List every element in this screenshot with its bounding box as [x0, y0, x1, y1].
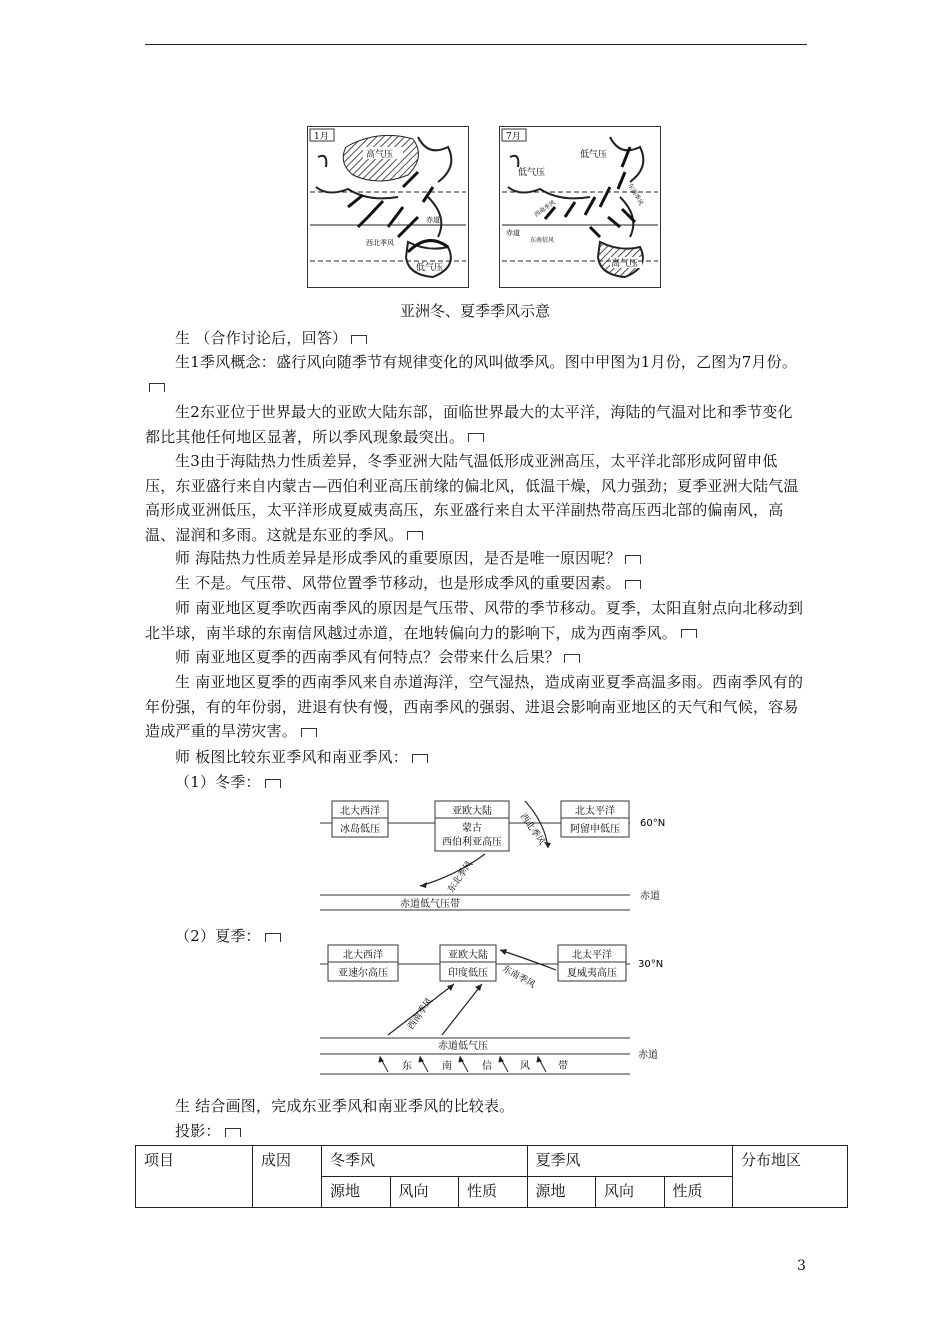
- paragraph: 生3由于海陆热力性质差异，冬季亚洲大陆气温低形成亚洲高压，太平洋北部形成阿留申低压，东亚盛行来自内蒙古—西伯利亚高压前缘的偏北风，低温干燥，风力强劲；夏季亚洲大陆气温高形成亚洲低压，太平洋形成夏威夷高压，东亚盛行来自太平洋副热带高压西北部的偏南风，高温、湿润和多雨。这就是东亚的季风。: [145, 452, 799, 544]
- paragraph: 生2东亚位于世界最大的亚欧大陆东部，面临世界最大的太平洋，海陆的气温对比和季节变化都比其他任何地区显著，所以季风现象最突出。: [145, 403, 793, 446]
- paragraph: 师 海陆热力性质差异是形成季风的重要原因，是否是唯一原因呢？: [145, 546, 807, 571]
- comparison-table: [135, 1145, 848, 1208]
- paragraph: 生 不是。气压带、风带位置季节移动，也是形成季风的重要因素。: [145, 571, 807, 596]
- january-map: [307, 126, 469, 288]
- svg-text:赤道: 赤道: [638, 1050, 658, 1061]
- header-rule: [145, 44, 807, 45]
- paragraph: （1）冬季：: [145, 770, 807, 795]
- svg-text:30°N: 30°N: [638, 959, 664, 970]
- map-month-tag: 1月: [314, 132, 329, 142]
- svg-text:亚欧大陆: 亚欧大陆: [452, 806, 492, 817]
- low-pressure-label: 低气压: [518, 168, 546, 178]
- page-number: 3: [797, 1258, 806, 1274]
- table-cell: 分布地区: [733, 1146, 848, 1208]
- table-cell: 源地: [322, 1177, 391, 1208]
- table-cell: 性质: [664, 1177, 733, 1208]
- paragraph: 师 南亚地区夏季吹西南季风的原因是气压带、风带的季节移动。夏季，太阳直射点向北移动到北半球，南半球的东南信风越过赤道，在地转偏向力的影响下，成为西南季风。: [145, 599, 804, 642]
- winter-diagram: [320, 798, 670, 914]
- paragraph: 师 板图比较东亚季风和南亚季风：: [145, 745, 807, 770]
- svg-text:赤道: 赤道: [640, 891, 660, 902]
- table-cell: 性质: [459, 1177, 528, 1208]
- svg-text:西伯利亚高压: 西伯利亚高压: [442, 837, 502, 848]
- table-cell: 夏季风: [527, 1146, 733, 1177]
- table-cell: 源地: [527, 1177, 596, 1208]
- paragraph: （2）夏季：: [145, 924, 807, 949]
- svg-text:赤道低气压带: 赤道低气压带: [400, 899, 460, 910]
- svg-text:东北季风: 东北季风: [446, 859, 476, 895]
- svg-text:夏威夷高压: 夏威夷高压: [567, 968, 617, 979]
- paragraph: 生 南亚地区夏季的西南季风来自赤道海洋，空气湿热，造成南亚夏季高温多雨。西南季风有的年份强，有的年份弱，进退有快有慢，西南季风的强弱、进退会影响南亚地区的天气和气候，容易造成严重的旱涝灾害。: [145, 673, 804, 740]
- table-cell: 风向: [596, 1177, 665, 1208]
- svg-text:西南季风: 西南季风: [406, 996, 436, 1032]
- figure-caption: 亚洲冬、夏季季风示意: [399, 302, 550, 320]
- svg-text:阿留申低压: 阿留申低压: [570, 824, 620, 835]
- table-cell: 风向: [390, 1177, 459, 1208]
- svg-text:北大西洋: 北大西洋: [340, 806, 380, 817]
- svg-text:北太平洋: 北太平洋: [572, 950, 612, 961]
- july-map: [499, 126, 661, 288]
- paragraph: 生1季风概念：盛行风向随季节有规律变化的风叫做季风。图中甲图为1月份，乙图为7月份。: [145, 350, 807, 399]
- equator-label: 赤道: [426, 216, 440, 224]
- svg-text:风: 风: [520, 1061, 530, 1072]
- wind-label: 西北季风: [366, 239, 394, 247]
- svg-text:亚欧大陆: 亚欧大陆: [448, 950, 488, 961]
- svg-text:东: 东: [402, 1061, 412, 1072]
- svg-text:北大西洋: 北大西洋: [343, 950, 383, 961]
- paragraph: 投影：: [145, 1119, 807, 1144]
- paragraph: 师 南亚地区夏季的西南季风有何特点？会带来什么后果？: [145, 645, 807, 670]
- high-pressure-label: 高气压: [366, 150, 394, 160]
- summer-diagram: [320, 942, 670, 1080]
- svg-text:东南季风: 东南季风: [500, 963, 537, 991]
- equator-label: 赤道: [506, 229, 520, 237]
- svg-text:带: 带: [558, 1061, 568, 1072]
- low-pressure-label: 低气压: [580, 150, 608, 160]
- paragraph: 生 （合作讨论后，回答）: [145, 326, 807, 351]
- wind-label: 东南信风: [530, 237, 555, 244]
- svg-text:南: 南: [442, 1061, 452, 1072]
- low-pressure-label: 低气压: [416, 263, 444, 273]
- svg-text:60°N: 60°N: [640, 818, 666, 829]
- map-month-tag: 7月: [506, 132, 521, 142]
- wind-label: 东南季风: [626, 182, 645, 207]
- wind-label: 西南季风: [533, 199, 557, 219]
- svg-text:西北季风: 西北季风: [517, 811, 547, 848]
- table-cell: 成因: [253, 1146, 322, 1208]
- svg-text:蒙古: 蒙古: [462, 823, 482, 834]
- table-cell: 项目: [136, 1146, 253, 1208]
- svg-text:信: 信: [482, 1061, 492, 1072]
- svg-text:北太平洋: 北太平洋: [575, 806, 615, 817]
- svg-text:冰岛低压: 冰岛低压: [340, 824, 380, 835]
- svg-text:赤道低气压: 赤道低气压: [438, 1041, 488, 1052]
- paragraph: 生 结合画图，完成东亚季风和南亚季风的比较表。: [175, 1097, 515, 1115]
- svg-text:印度低压: 印度低压: [448, 968, 488, 979]
- high-pressure-label: 高气压: [611, 259, 639, 269]
- svg-text:亚速尔高压: 亚速尔高压: [338, 968, 388, 979]
- table-cell: 冬季风: [322, 1146, 528, 1177]
